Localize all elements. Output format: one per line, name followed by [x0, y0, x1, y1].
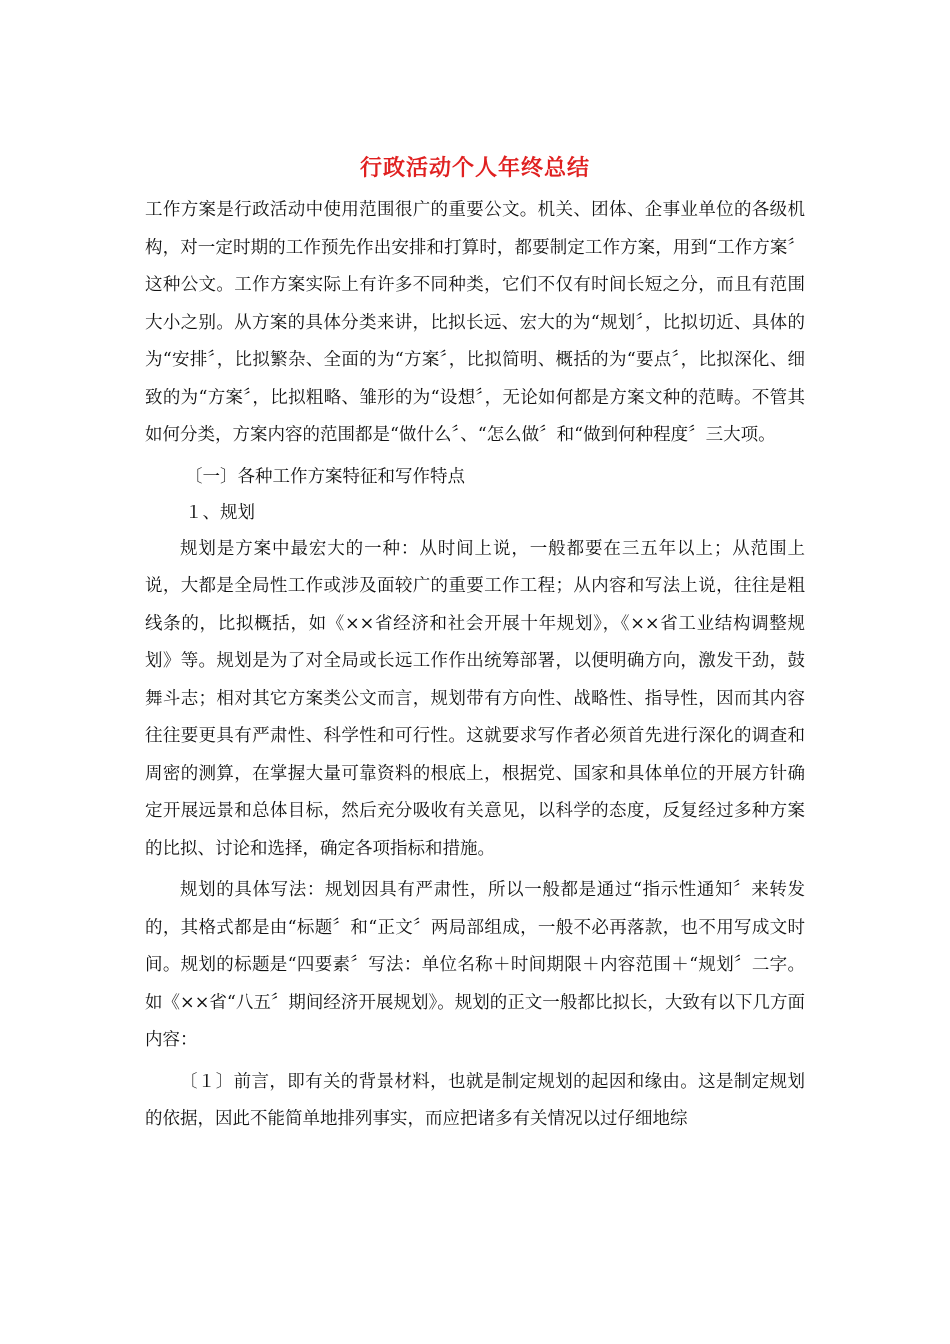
document-page	[145, 148, 805, 1139]
document-title: 行政活动个人年终总结	[359, 155, 590, 181]
intro-paragraph: 工作方案是行政活动中使用范围很广的重要公文。机关、团体、企事业单位的各级机构，对一定时期的工作预先作出安排和打算时，都要制定工作方案，用到“工作方案〞这种公文。工作方案实际上有许多不同种类，它们不仅有时间长短之分，而且有范围大小之别。从方案的具体分类来讲，比拟长远、宏大的为“规划〞，比拟切近、具体的为“安排〞，比拟繁杂、全面的为“方案〞，比拟简明、概括的为“要点〞，比拟深化、细致的为“方案〞，比拟粗略、雏形的为“设想〞，无论如何都是方案文种的范畴。不管其如何分类，方案内容的范围都是“做什么〞、“怎么做〞和“做到何种程度〞三大项。	[145, 200, 805, 445]
body-paragraph: 规划是方案中最宏大的一种：从时间上说，一般都要在三五年以上；从范围上说，大都是全局性工作或涉及面较广的重要工作工程；从内容和写法上说，往往是粗线条的，比拟概括，如《××省经济和社会开展十年规划》，《××省工业结构调整规划》等。规划是为了对全局或长远工作作出统筹部署，以便明确方向，激发干劲，鼓舞斗志；相对其它方案类公文而言，规划带有方向性、战略性、指导性，因而其内容往往要更具有严肃性、科学性和可行性。这就要求写作者必须首先进行深化的调查和周密的测算，在掌握大量可靠资料的根底上，根据党、国家和具体单位的开展方针确定开展远景和总体目标，然后充分吸收有关意见，以科学的态度，反复经过多种方案的比拟、讨论和选择，确定各项指标和措施。	[145, 538, 805, 859]
body-paragraph: 〔１〕前言，即有关的背景材料，也就是制定规划的起因和缘由。这是制定规划的依据，因此不能简单地排列事实，而应把诸多有关情况以过仔细地综	[145, 1071, 805, 1129]
section-heading: 〔一〕各种工作方案特征和写作特点	[185, 466, 465, 487]
subsection-heading: １、规划	[185, 502, 255, 523]
body-paragraph: 规划的具体写法：规划因具有严肃性，所以一般都是通过“指示性通知〞来转发的，其格式都是由“标题〞和“正文〞两局部组成，一般不必再落款，也不用写成文时间。规划的标题是“四要素〞写法：单位名称＋时间期限＋内容范围＋“规划〞二字。如《××省“八五〞期间经济开展规划》。规划的正文一般都比拟长，大致有以下几方面内容：	[145, 880, 805, 1050]
